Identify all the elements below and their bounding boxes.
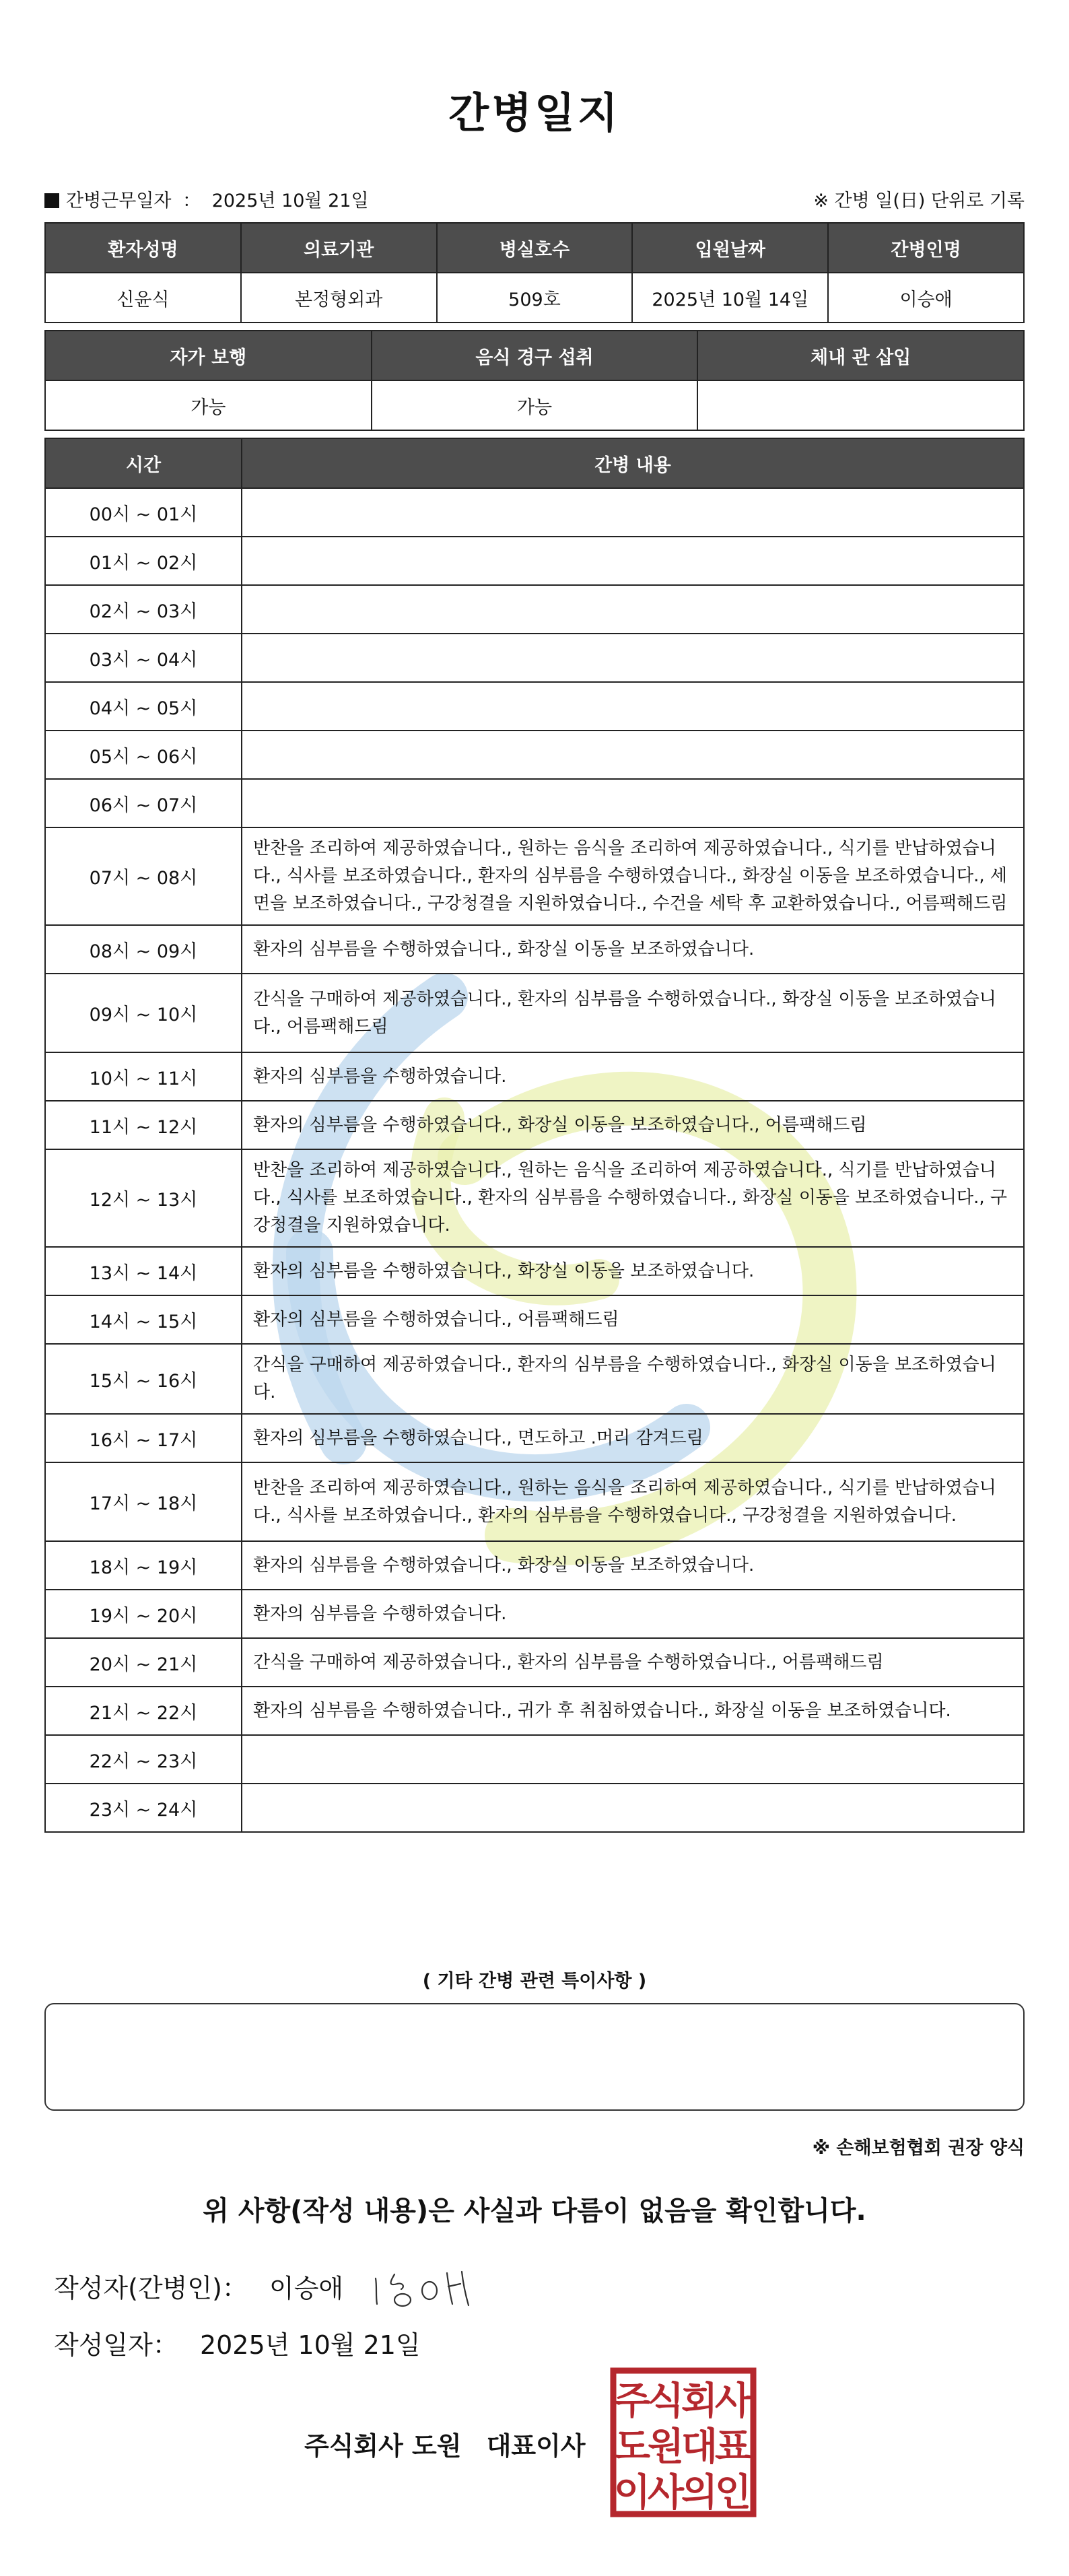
log-content: [242, 779, 1024, 827]
log-time: 14시 ~ 15시: [45, 1295, 242, 1344]
seal-glyph: 대: [681, 2425, 718, 2469]
log-time: 00시 ~ 01시: [45, 488, 242, 537]
log-time: 09시 ~ 10시: [45, 974, 242, 1052]
log-time: 12시 ~ 13시: [45, 1149, 242, 1247]
log-content: 간식을 구매하여 제공하였습니다., 환자의 심부름을 수행하였습니다., 화장실 이동을 보조하였습니다., 어름팩해드림: [242, 974, 1024, 1052]
log-row: [45, 1414, 1024, 1462]
log-row: [45, 731, 1024, 779]
log-row: [45, 1638, 1024, 1687]
header-tube: 체내 관 삽입: [697, 331, 1024, 380]
log-content: [242, 488, 1024, 537]
patient-name: 신윤식: [45, 273, 241, 323]
room-number: 509호: [437, 273, 633, 323]
hourly-log-table: [44, 438, 1025, 1833]
seal-glyph: 원: [647, 2425, 685, 2469]
log-content: 환자의 심부름을 수행하였습니다., 면도하고 .머리 감겨드림: [242, 1414, 1024, 1462]
log-row: [45, 682, 1024, 731]
tube-status: [697, 380, 1024, 430]
log-time: 11시 ~ 12시: [45, 1101, 242, 1149]
seal-glyph: 주: [613, 2379, 651, 2423]
page-title: 간병일지: [448, 88, 621, 137]
patient-value-row: [45, 273, 1024, 323]
written-date-value: 2025년 10월 21일: [199, 2330, 421, 2360]
header-patient-name: 환자성명: [45, 223, 241, 273]
header-walking: 자가 보행: [45, 331, 372, 380]
log-row: [45, 1541, 1024, 1590]
log-row: [45, 1784, 1024, 1832]
log-row: [45, 1052, 1024, 1101]
log-row: [45, 1149, 1024, 1247]
unit-note: ※ 간병 일(日) 단위로 기록: [813, 191, 1025, 211]
log-time: 02시 ~ 03시: [45, 585, 242, 634]
log-time: 17시 ~ 18시: [45, 1462, 242, 1541]
log-time: 08시 ~ 09시: [45, 925, 242, 974]
log-header-row: [45, 438, 1024, 488]
seal-glyph: 회: [681, 2379, 718, 2423]
company-seal-stamp: [609, 2367, 757, 2518]
log-time: 01시 ~ 02시: [45, 537, 242, 585]
log-time: 22시 ~ 23시: [45, 1735, 242, 1784]
log-time: 06시 ~ 07시: [45, 779, 242, 827]
log-content: [242, 537, 1024, 585]
log-content: [242, 731, 1024, 779]
log-row: [45, 1101, 1024, 1149]
seal-glyph: 이: [613, 2471, 651, 2515]
company-name: 주식회사 도원: [304, 2431, 462, 2461]
header-caregiver: 간병인명: [828, 223, 1024, 273]
seal-glyph: 사: [647, 2471, 685, 2515]
log-content: [242, 682, 1024, 731]
log-row: [45, 1590, 1024, 1638]
log-content: [242, 634, 1024, 682]
status-header-row: [45, 331, 1024, 380]
log-content: 반찬을 조리하여 제공하였습니다., 원하는 음식을 조리하여 제공하였습니다., 식기를 반납하였습니다., 식사를 보조하였습니다., 환자의 심부름을 수행하였습니다., 화장실 이동을 보조하였습니다., 구강청결을 지원하였습니다.: [242, 1149, 1024, 1247]
log-time: 18시 ~ 19시: [45, 1541, 242, 1590]
log-content: 환자의 심부름을 수행하였습니다.: [242, 1590, 1024, 1638]
log-row: [45, 1295, 1024, 1344]
log-row: [45, 1344, 1024, 1414]
patient-header-row: [45, 223, 1024, 273]
log-row: [45, 925, 1024, 974]
log-content: [242, 1784, 1024, 1832]
seal-glyph: 식: [647, 2379, 685, 2423]
log-content: 간식을 구매하여 제공하였습니다., 환자의 심부름을 수행하였습니다., 화장실 이동을 보조하였습니다.: [242, 1344, 1024, 1414]
log-time: 03시 ~ 04시: [45, 634, 242, 682]
log-time: 15시 ~ 16시: [45, 1344, 242, 1414]
company-title: 대표이사: [486, 2431, 586, 2461]
log-content: 환자의 심부름을 수행하였습니다., 화장실 이동을 보조하였습니다., 어름팩해드림: [242, 1101, 1024, 1149]
log-row: [45, 537, 1024, 585]
log-row: [45, 488, 1024, 537]
square-bullet-icon: [44, 193, 59, 208]
seal-glyph: 도: [613, 2425, 651, 2469]
header-time: 시간: [45, 438, 242, 488]
log-time: 07시 ~ 08시: [45, 827, 242, 925]
log-time: 10시 ~ 11시: [45, 1052, 242, 1101]
log-content: 환자의 심부름을 수행하였습니다., 화장실 이동을 보조하였습니다.: [242, 1541, 1024, 1590]
log-row: [45, 974, 1024, 1052]
log-row: [45, 827, 1024, 925]
notes-box: [44, 2003, 1025, 2111]
log-content: 환자의 심부름을 수행하였습니다., 귀가 후 취침하였습니다., 화장실 이동을 보조하였습니다.: [242, 1687, 1024, 1735]
log-time: 23시 ~ 24시: [45, 1784, 242, 1832]
log-row: [45, 1735, 1024, 1784]
seal-glyph: 의: [681, 2471, 718, 2515]
writer-line: [54, 2266, 482, 2313]
form-footnote: ※ 손해보험협회 권장 양식: [812, 2138, 1025, 2159]
log-row: [45, 585, 1024, 634]
log-row: [45, 1247, 1024, 1295]
header-oral-intake: 음식 경구 섭취: [372, 331, 698, 380]
log-time: 05시 ~ 06시: [45, 731, 242, 779]
status-value-row: [45, 380, 1024, 430]
log-row: [45, 1462, 1024, 1541]
admission-date: 2025년 10월 14일: [632, 273, 828, 323]
company-line: [304, 2425, 586, 2462]
log-body: [45, 488, 1024, 1832]
work-date: [44, 186, 369, 212]
log-content: 환자의 심부름을 수행하였습니다., 화장실 이동을 보조하였습니다.: [242, 1247, 1024, 1295]
log-content: 반찬을 조리하여 제공하였습니다., 원하는 음식을 조리하여 제공하였습니다., 식기를 반납하였습니다., 식사를 보조하였습니다., 환자의 심부름을 수행하였습니다., 구강청결을 지원하였습니다.: [242, 1462, 1024, 1541]
log-time: 19시 ~ 20시: [45, 1590, 242, 1638]
log-row: [45, 1687, 1024, 1735]
log-time: 16시 ~ 17시: [45, 1414, 242, 1462]
handwritten-signature: [368, 2266, 482, 2313]
work-date-value: 2025년 10월 21일: [211, 191, 369, 211]
log-time: 13시 ~ 14시: [45, 1247, 242, 1295]
walking-status: 가능: [45, 380, 372, 430]
log-row: [45, 634, 1024, 682]
log-time: 20시 ~ 21시: [45, 1638, 242, 1687]
log-row: [45, 779, 1024, 827]
seal-glyph: 표: [714, 2425, 752, 2469]
log-content: [242, 1735, 1024, 1784]
header-content: 간병 내용: [242, 438, 1024, 488]
log-content: 환자의 심부름을 수행하였습니다.: [242, 1052, 1024, 1101]
caregiver-name: 이승애: [828, 273, 1024, 323]
work-date-label: 간병근무일자: [66, 191, 172, 211]
writer-label: 작성자(간병인)：: [54, 2273, 248, 2303]
written-date-line: [54, 2324, 421, 2361]
log-content: 반찬을 조리하여 제공하였습니다., 원하는 음식을 조리하여 제공하였습니다., 식기를 반납하였습니다., 식사를 보조하였습니다., 환자의 심부름을 수행하였습니다., 화장실 이동을 보조하였습니다., 세면을 보조하였습니다., 구강청결을 지원하였습니다., 수건을 세탁 후 교환하였습니다., 어름팩해드림: [242, 827, 1024, 925]
log-time: 21시 ~ 22시: [45, 1687, 242, 1735]
header-room: 병실호수: [437, 223, 633, 273]
log-content: [242, 585, 1024, 634]
log-content: 환자의 심부름을 수행하였습니다., 화장실 이동을 보조하였습니다.: [242, 925, 1024, 974]
seal-glyph: 사: [714, 2379, 752, 2423]
work-date-sep: ：: [182, 191, 201, 211]
notes-label: ( 기타 간병 관련 특이사항 ): [422, 1971, 647, 1992]
patient-status-table: [44, 330, 1025, 431]
header-admission-date: 입원날짜: [632, 223, 828, 273]
log-content: 간식을 구매하여 제공하였습니다., 환자의 심부름을 수행하였습니다., 어름팩해드림: [242, 1638, 1024, 1687]
hospital-name: 본정형외과: [241, 273, 437, 323]
header-hospital: 의료기관: [241, 223, 437, 273]
written-date-label: 작성일자：: [54, 2330, 178, 2360]
oral-intake-status: 가능: [372, 380, 698, 430]
log-time: 04시 ~ 05시: [45, 682, 242, 731]
seal-glyph: 인: [714, 2471, 752, 2515]
writer-name: 이승애: [269, 2273, 344, 2303]
confirmation-statement: 위 사항(작성 내용)은 사실과 다름이 없음을 확인합니다.: [203, 2196, 866, 2227]
log-content: 환자의 심부름을 수행하였습니다., 어름팩해드림: [242, 1295, 1024, 1344]
patient-info-table: [44, 222, 1025, 323]
